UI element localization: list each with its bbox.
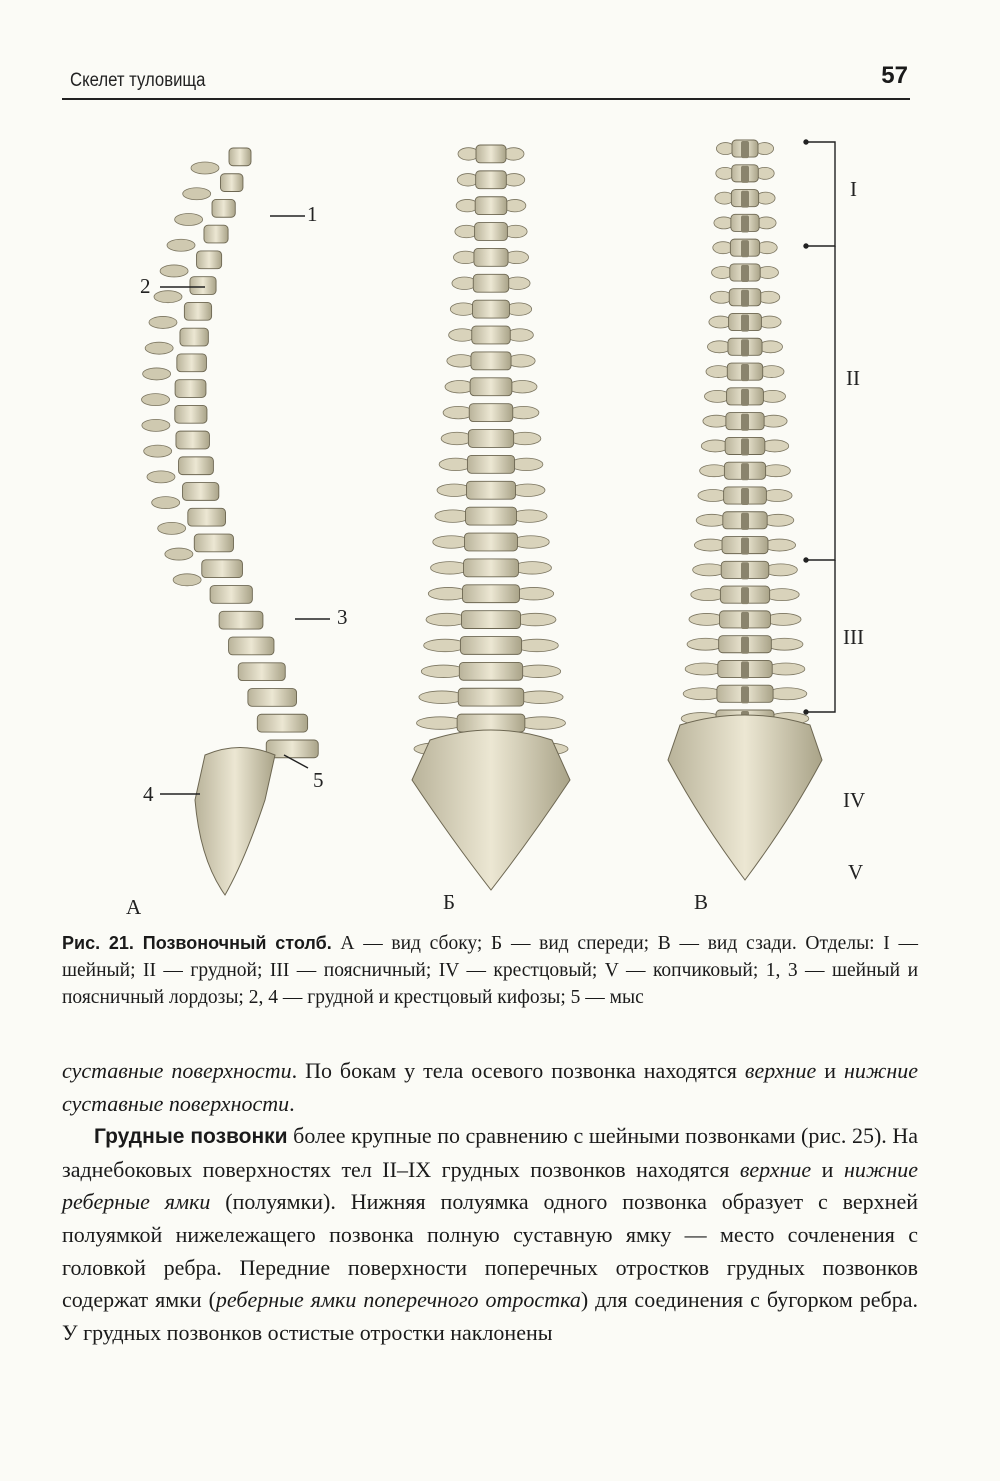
callout-4: 4 — [143, 782, 154, 806]
lateral-spine-drawing — [142, 148, 319, 895]
paragraph-2 — [62, 1120, 918, 1349]
bold-term: Грудные позвонки — [94, 1125, 288, 1149]
callout-3: 3 — [337, 605, 348, 629]
text-run: (полуямки). Нижняя полуямка одного позвонка образует с верхней полуямкой нижележащего позвонка полную суставную ямку — место сочленения с головкой ребра. Передние поверхности поперечных отростков грудных позвонков содержат ямки ( — [62, 1189, 918, 1313]
anterior-spine-drawing — [412, 145, 570, 890]
region-brackets — [804, 140, 835, 714]
callout-1: 1 — [307, 202, 318, 226]
italic-term: суставные поверхности — [62, 1058, 292, 1083]
page-header — [62, 58, 910, 100]
figure-caption — [62, 930, 918, 1011]
caption-text: А — вид сбоку; Б — вид спереди; В — вид сзади. Отделы: I — шейный; II — грудной; III — поясничный; IV — крестцовый; V — копчиковый; 1, 3 — шейный и поясничный лордозы; 2, 4 — грудной и крестцовый кифозы; 5 — мыс — [62, 933, 918, 1008]
view-label-a: А — [126, 895, 142, 919]
region-label-iii: III — [843, 625, 864, 649]
italic-term: нижние реберные ямки — [62, 1156, 918, 1215]
region-label-v: V — [848, 860, 864, 884]
region-label-iv: IV — [843, 788, 866, 812]
page-number: 57 — [881, 62, 908, 89]
view-label-c: В — [694, 890, 709, 914]
callout-5: 5 — [313, 768, 324, 792]
posterior-spine-drawing — [668, 140, 822, 880]
callout-lines — [160, 216, 330, 794]
body-text — [62, 1055, 918, 1349]
text-run: ) для соединения с бугорком ребра. У грудных позвонков остистые отростки наклонены — [62, 1287, 918, 1345]
running-title: Скелет туловища — [70, 70, 206, 91]
callout-2: 2 — [140, 274, 151, 298]
region-label-ii: II — [846, 366, 860, 390]
region-label-i: I — [850, 177, 857, 201]
italic-term: верхние — [739, 1156, 812, 1182]
italic-term: нижние суставные поверхности — [62, 1058, 919, 1116]
text-run: более крупные по сравнению с шейными позвонками (рис. 25). На заднебоковых поверхностях тел II–IX грудных позвонков находятся — [62, 1123, 919, 1182]
italic-term: реберные ямки поперечного отростка — [215, 1287, 581, 1313]
text-run: . — [289, 1090, 295, 1116]
text-run: и — [816, 1058, 844, 1083]
italic-term: верхние — [744, 1058, 817, 1083]
text-run: . По бокам у тела осевого позвонка находятся — [291, 1058, 745, 1083]
spine-figure — [0, 100, 1000, 930]
caption-title: Рис. 21. Позвоночный столб. — [62, 933, 332, 953]
view-label-b: Б — [443, 890, 456, 914]
text-run: и — [811, 1156, 844, 1182]
paragraph-1 — [62, 1055, 918, 1120]
